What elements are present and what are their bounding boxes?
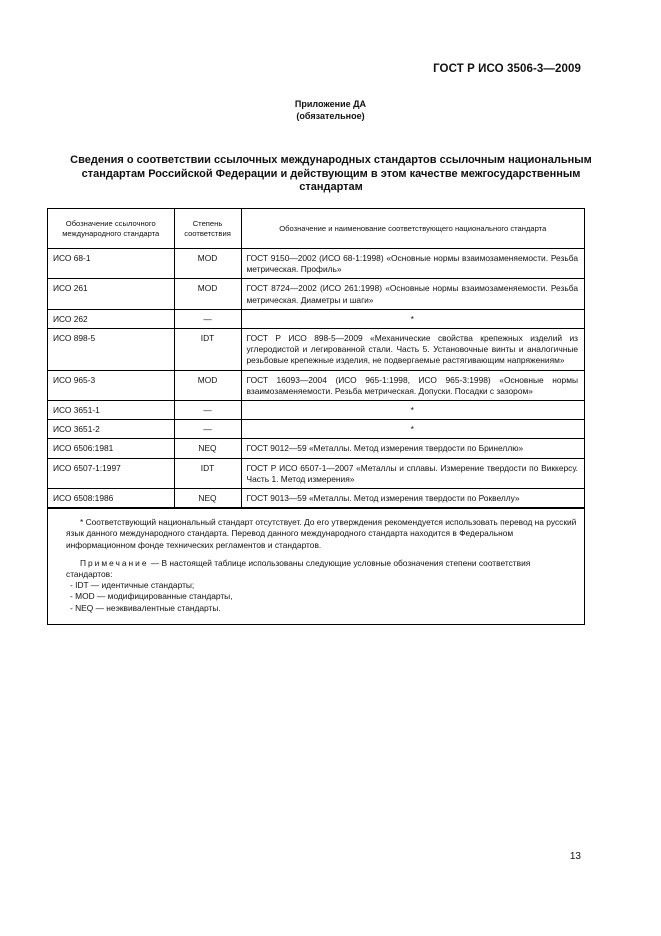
national-standard-cell: ГОСТ 9012—59 «Металлы. Метод измерения твердости по Бринеллю» <box>241 439 584 458</box>
degree-cell: NEQ <box>174 439 241 458</box>
national-standard-cell: ГОСТ 9013—59 «Металлы. Метод измерения твердости по Роквеллу» <box>241 489 584 508</box>
appendix-status: (обязательное) <box>296 111 365 121</box>
intl-standard-cell: ИСО 898-5 <box>48 329 174 371</box>
page-number: 13 <box>569 851 581 862</box>
degree-cell: IDT <box>174 329 241 371</box>
national-standard-cell: * <box>241 401 584 420</box>
intl-standard-cell: ИСО 965-3 <box>48 370 174 400</box>
section-title-line-2: стандартам Российской Федерации и действующим в этом качестве межгосударственным <box>81 167 581 180</box>
document-code-header: ГОСТ Р ИСО 3506-3—2009 <box>433 63 581 75</box>
degree-cell: MOD <box>174 249 241 279</box>
section-title-line-3: стандартам <box>299 181 363 193</box>
table-row <box>48 329 584 371</box>
column-header-intl-standard: Обозначение ссылочного международного стандарта <box>48 209 174 249</box>
table-row <box>48 309 584 328</box>
list-item: - IDT — идентичные стандарты; <box>70 580 195 591</box>
national-standard-cell: ГОСТ Р ИСО 898-5—2009 «Механические свойства крепежных изделий из углеродистой и легированной стали. Часть 5. Установочные винты и аналогичные резьбовые крепежные изделия, не подвергаемые растягивающим напряжениям» <box>241 329 584 371</box>
national-standard-cell: ГОСТ 16093—2004 (ИСО 965-1:1998, ИСО 965-3:1998) «Основные нормы взаимозаменяемости. Резьба метрическая. Допуски. Посадки с зазором» <box>241 370 584 400</box>
intl-standard-cell: ИСО 3651-1 <box>48 401 174 420</box>
national-standard-cell: ГОСТ Р ИСО 6507-1—2007 «Металлы и сплавы. Измерение твердости по Виккерсу. Часть 1. Метод измерения» <box>241 458 584 488</box>
intl-standard-cell: ИСО 262 <box>48 309 174 328</box>
note-text: — В настоящей таблице использованы следующие условные обозначения степени соответствия стандартов: <box>66 557 531 580</box>
section-title-line-1: Сведения о соответствии ссылочных международных стандартов ссылочным национальным <box>70 154 592 166</box>
intl-standard-cell: ИСО 68-1 <box>48 249 174 279</box>
footnote: * Соответствующий национальный стандарт отсутствует. До его утверждения рекомендуется использовать перевод на русский язык данного международного стандарта. Перевод данного международного стандарта находится в Федеральном информационном фонде технических регламентов и стандартов. <box>66 517 577 550</box>
table-row <box>48 370 584 400</box>
national-standard-cell: * <box>241 309 584 328</box>
table-row <box>48 401 584 420</box>
intl-standard-cell: ИСО 6508:1986 <box>48 489 174 508</box>
intl-standard-cell: ИСО 6506:1981 <box>48 439 174 458</box>
table-row <box>48 420 584 439</box>
table-row <box>48 489 584 508</box>
degree-cell: MOD <box>174 279 241 309</box>
table-row <box>48 458 584 488</box>
degree-legend-list <box>66 580 578 614</box>
table-row <box>48 439 584 458</box>
degree-cell: — <box>174 401 241 420</box>
column-header-degree: Степень соответствия <box>174 209 241 249</box>
national-standard-cell: * <box>241 420 584 439</box>
national-standard-cell: ГОСТ 8724—2002 (ИСО 261:1998) «Основные нормы взаимозаменяемости. Резьба метрическая. Диаметры и шаги» <box>241 279 584 309</box>
intl-standard-cell: ИСО 3651-2 <box>48 420 174 439</box>
appendix-title: Приложение ДА <box>294 99 367 109</box>
list-item: - MOD — модифицированные стандарты, <box>70 591 233 602</box>
table-row <box>48 249 584 279</box>
degree-cell: — <box>174 309 241 328</box>
degree-cell: IDT <box>174 458 241 488</box>
table-notes <box>48 508 584 624</box>
degree-cell: MOD <box>174 370 241 400</box>
note-paragraph <box>66 558 578 580</box>
section-title <box>48 154 614 195</box>
national-standard-cell: ГОСТ 9150—2002 (ИСО 68-1:1998) «Основные нормы взаимозаменяемости. Резьба метрическая. Профиль» <box>241 249 584 279</box>
appendix-heading <box>0 98 661 122</box>
list-item: - NEQ — неэквивалентные стандарты. <box>70 602 221 613</box>
table-header-row <box>48 209 584 249</box>
degree-cell: — <box>174 420 241 439</box>
table-row <box>48 279 584 309</box>
intl-standard-cell: ИСО 261 <box>48 279 174 309</box>
intl-standard-cell: ИСО 6507-1:1997 <box>48 458 174 488</box>
correspondence-table <box>48 209 584 508</box>
degree-cell: NEQ <box>174 489 241 508</box>
note-label: Примечание <box>80 557 149 568</box>
column-header-national-standard: Обозначение и наименование соответствующего национального стандарта <box>241 209 584 249</box>
correspondence-table-frame <box>47 208 585 625</box>
